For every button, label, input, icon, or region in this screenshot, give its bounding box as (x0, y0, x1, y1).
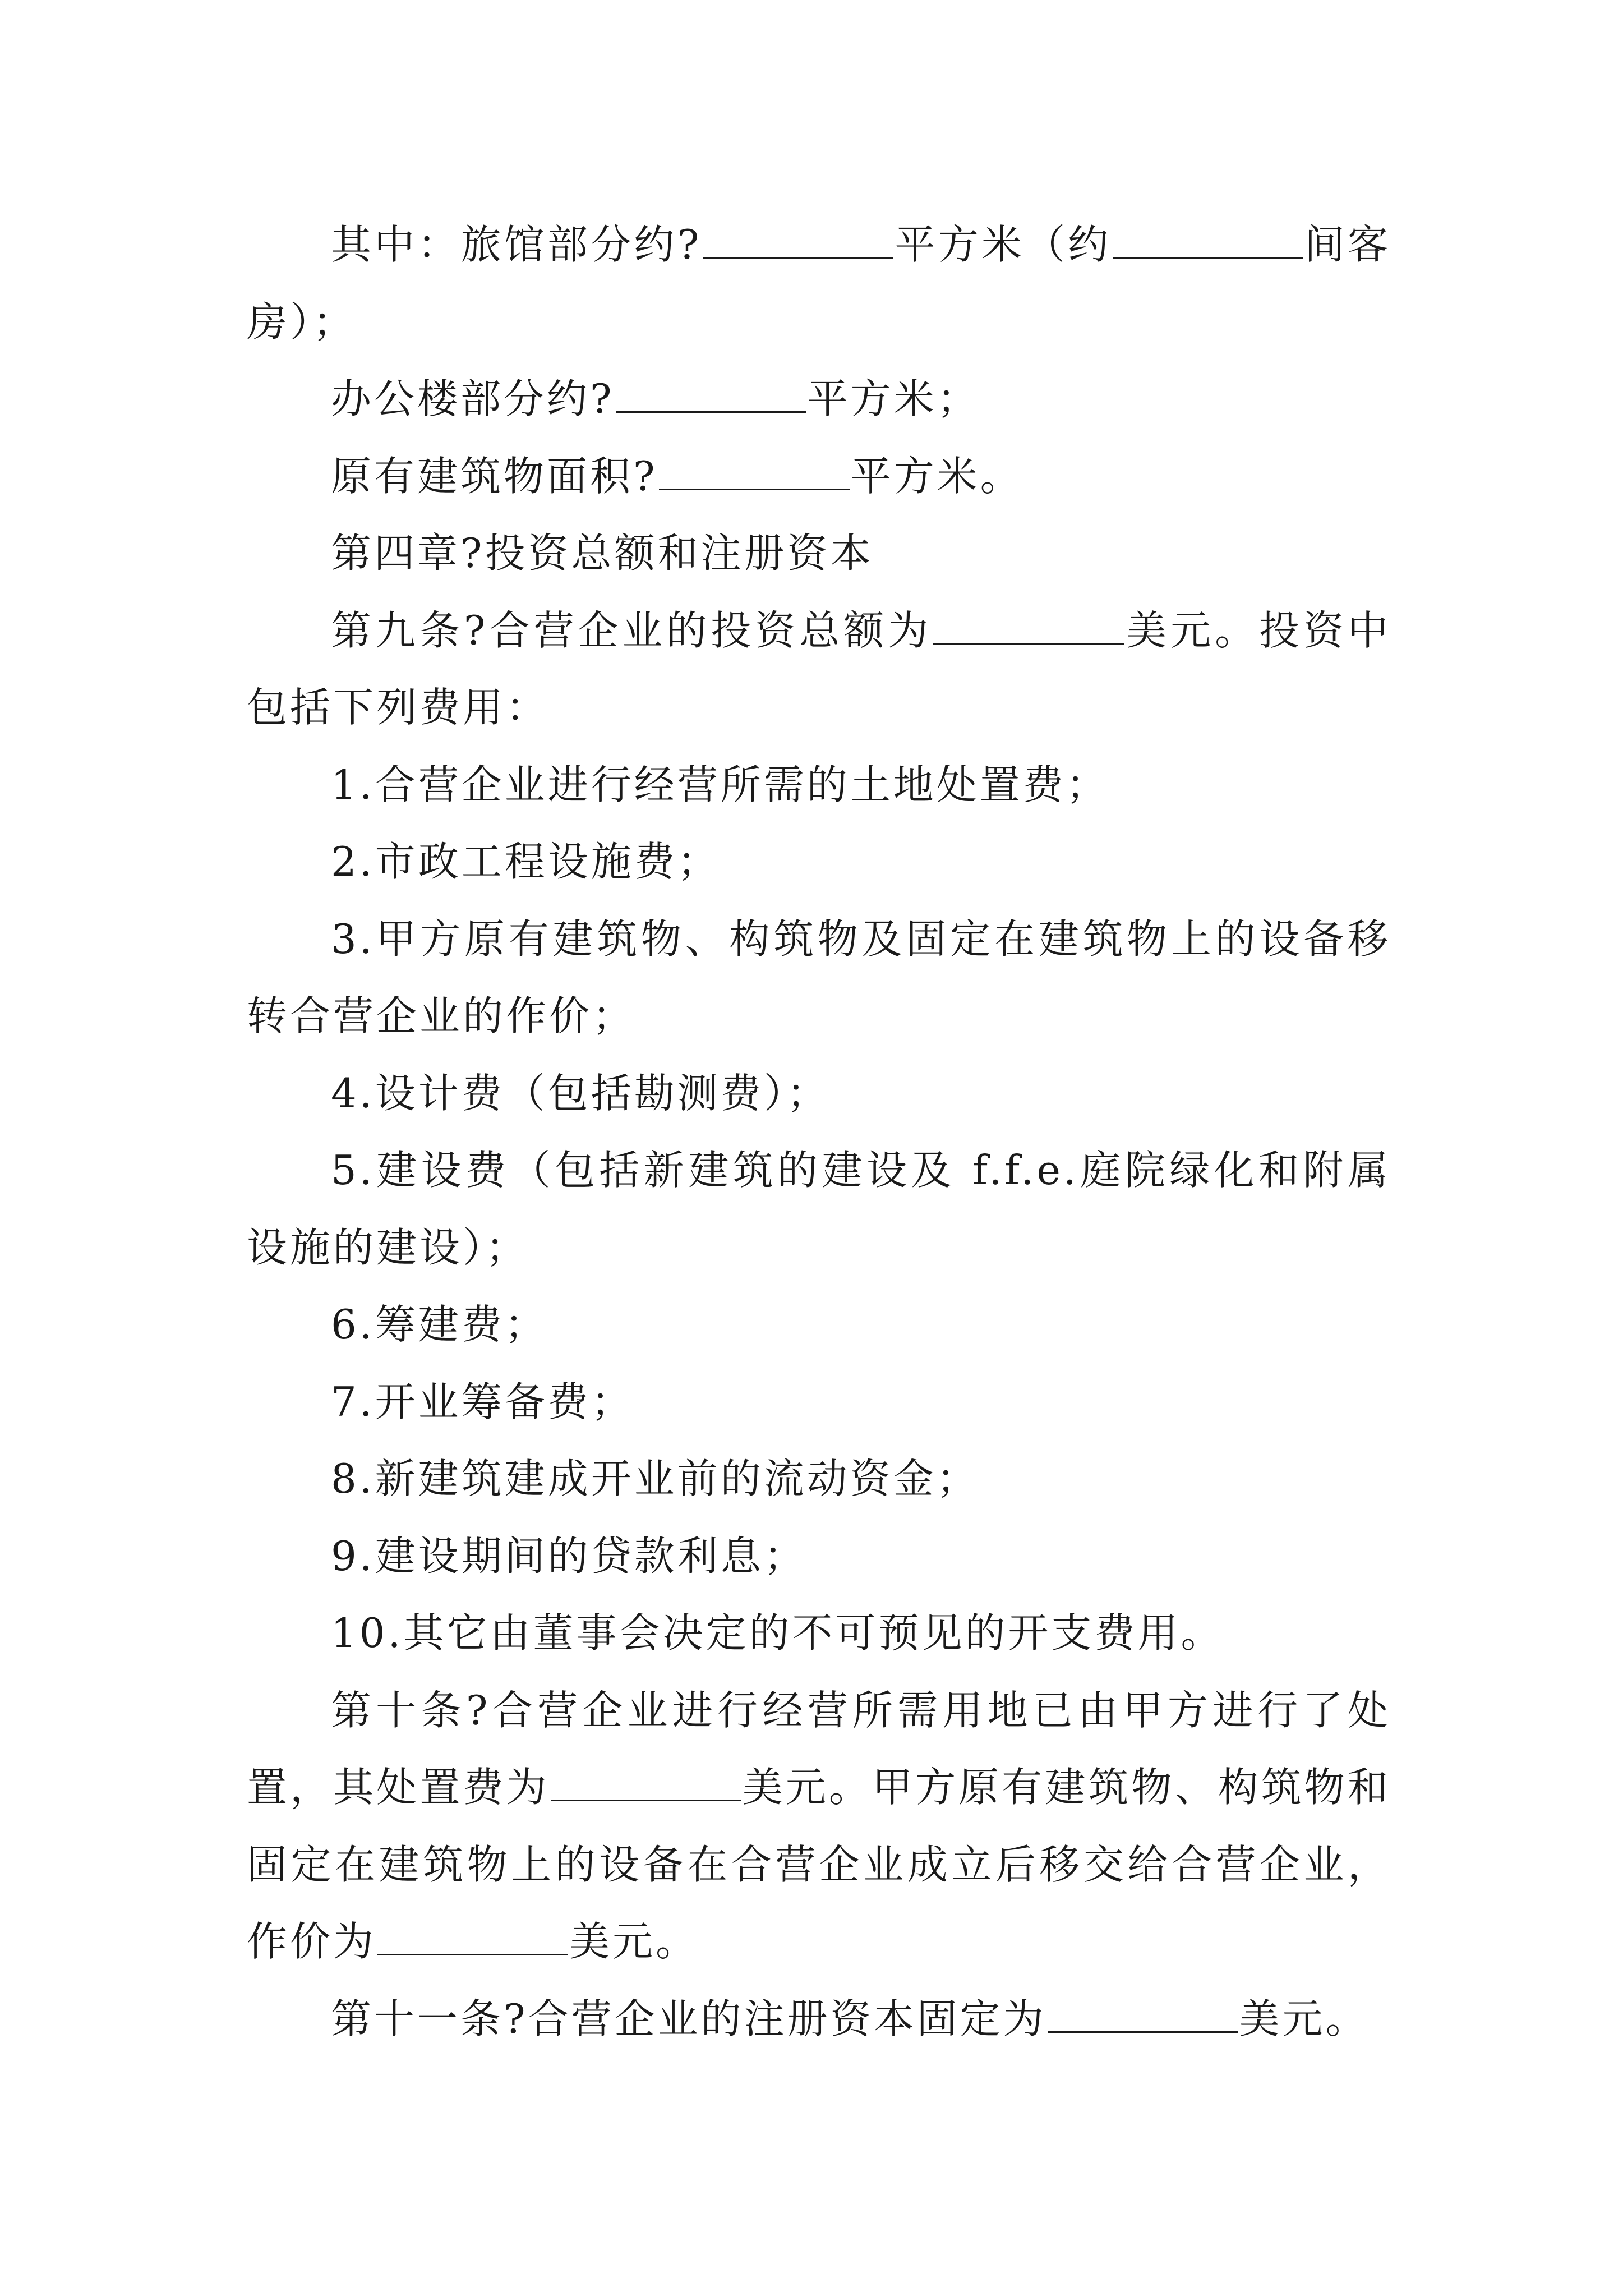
text: 间客房）； (247, 221, 1391, 346)
fill-blank (703, 256, 893, 259)
text: 美元。甲方原有建筑物、构筑物和固定在建筑物上的设备在合营企业成立后移交给合营企业，作价为 (247, 1764, 1391, 1965)
document-page (247, 206, 1391, 2058)
text: 平方米（约 (895, 221, 1112, 268)
text: 平方米。 (850, 452, 1023, 500)
text: 美元。 (1239, 1995, 1369, 2042)
text: 第四章?投资总额和注册资本 (331, 530, 874, 577)
text: 第十条?合营企业进行经营所需用地已由甲方进行了处置，其处置费为 (247, 1686, 1391, 1811)
chapter-heading (247, 515, 1391, 592)
list-item: 3.甲方原有建筑物、构筑物及固定在建筑物上的设备移转合营企业的作价； (247, 915, 1391, 1039)
text: 第十一条?合营企业的注册资本固定为 (331, 1995, 1046, 2042)
list-item: 10.其它由董事会决定的不可预见的开支费用。 (331, 1609, 1224, 1657)
text: 其中：旅馆部分约? (331, 221, 702, 268)
fill-blank (551, 1799, 741, 1801)
list-item: 7.开业筹备费； (331, 1378, 634, 1425)
list-item: 6.筹建费； (331, 1301, 548, 1348)
text: 办公楼部分约? (331, 375, 615, 422)
article-10 (247, 1672, 1391, 1981)
text: 第九条?合营企业的投资总额为 (331, 606, 933, 654)
article-11 (247, 1981, 1391, 2058)
text: 平方米； (807, 375, 980, 422)
list-item: 8.新建筑建成开业前的流动资金； (331, 1455, 980, 1502)
fill-blank (1048, 2031, 1238, 2033)
article-9 (247, 592, 1391, 747)
fill-blank (659, 488, 850, 490)
list-item: 9.建设期间的贷款利息； (331, 1532, 807, 1580)
paragraph-office-area (247, 361, 1391, 438)
text: 美元。 (569, 1918, 699, 1965)
list-item: 5.建设费（包括新建筑的建设及 f.f.e.庭院绿化和附属设施的建设）； (247, 1147, 1391, 1271)
list-item: 4.设计费（包括勘测费）； (331, 1069, 830, 1117)
list-item: 1.合营企业进行经营所需的土地处置费； (331, 761, 1109, 808)
list-item: 2.市政工程设施费； (331, 838, 721, 885)
text: 原有建筑物面积? (331, 452, 658, 500)
fill-blank (1113, 256, 1303, 259)
paragraph-existing-building-area (247, 438, 1391, 516)
paragraph-hotel-area (247, 206, 1391, 361)
text: 美元。投资中包括下列费用： (247, 606, 1391, 731)
fill-blank (933, 642, 1124, 645)
fill-blank (377, 1953, 568, 1955)
fill-blank (616, 411, 806, 413)
